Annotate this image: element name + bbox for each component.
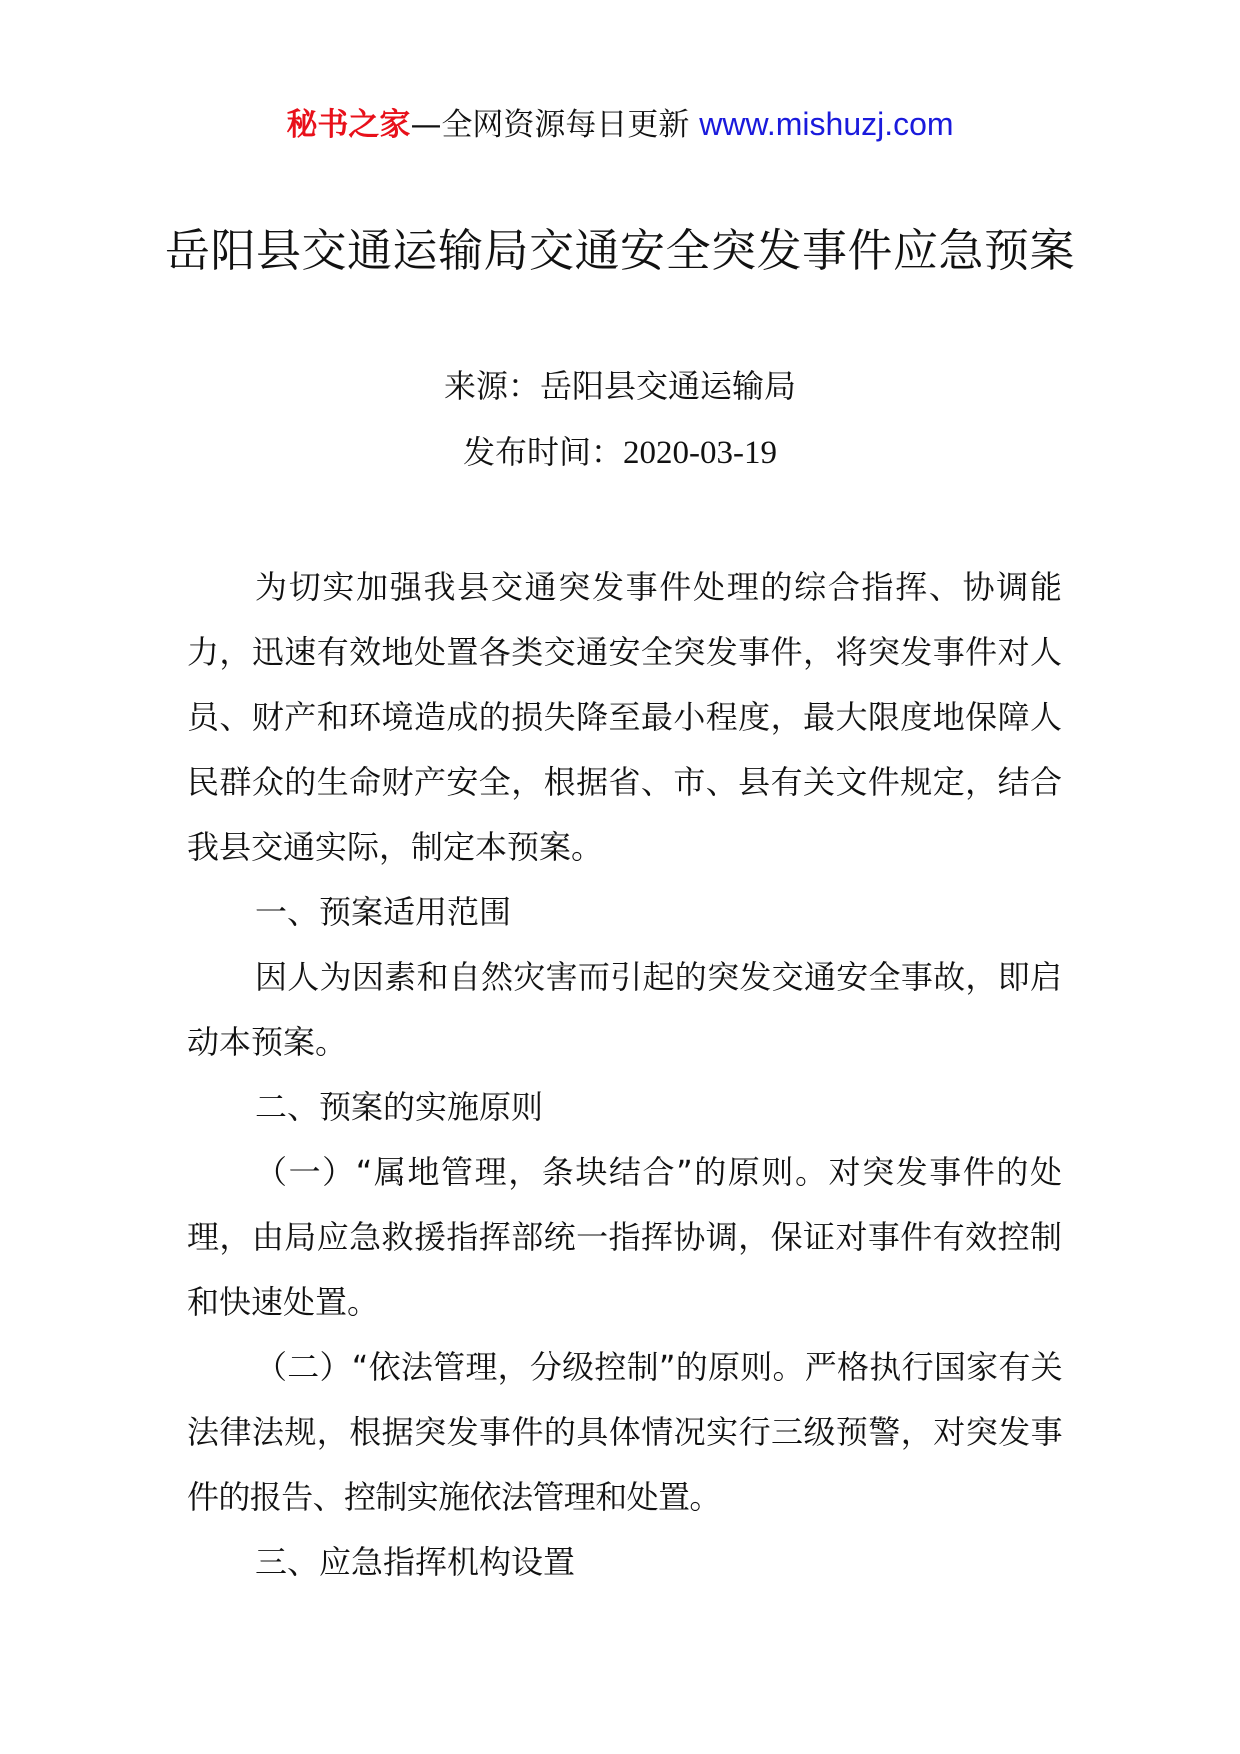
banner-tagline: —全网资源每日更新	[410, 107, 700, 143]
principle-one-paragraph: （一）“属地管理，条块结合”的原则。对突发事件的处理，由局应急救援指挥部统一指挥协调，保证对事件有效控制和快速处置。	[187, 1153, 1062, 1321]
brand-name: 秘书之家	[286, 107, 411, 143]
document-source: 来源：岳阳县交通运输局	[443, 367, 796, 405]
scope-paragraph: 因人为因素和自然灾害而引起的突发交通安全事故，即启动本预案。	[187, 958, 1062, 1061]
document-title: 岳阳县交通运输局交通安全突发事件应急预案	[164, 224, 1075, 277]
intro-paragraph: 为切实加强我县交通突发事件处理的综合指挥、协调能力，迅速有效地处置各类交通安全突发事件，将突发事件对人员、财产和环境造成的损失降至最小程度，最大限度地保障人民群众的生命财产安全，根据省、市、县有关文件规定，结合我县交通实际，制定本预案。	[187, 568, 1062, 866]
section-heading-scope: 一、预案适用范围	[255, 893, 512, 931]
principle-two-paragraph: （二）“依法管理，分级控制”的原则。严格执行国家有关法律法规，根据突发事件的具体情况实行三级预警，对突发事件的报告、控制实施依法管理和处置。	[187, 1348, 1062, 1516]
document-body	[187, 555, 1062, 1595]
publish-date	[0, 430, 1240, 475]
site-url-link[interactable]: www.mishuzj.com	[699, 106, 954, 142]
publish-date-label: 发布时间：	[463, 433, 624, 471]
site-banner	[0, 102, 1240, 147]
publish-date-value: 2020-03-19	[623, 435, 777, 471]
section-heading-command: 三、应急指挥机构设置	[255, 1543, 576, 1581]
section-heading-principles: 二、预案的实施原则	[255, 1088, 544, 1126]
